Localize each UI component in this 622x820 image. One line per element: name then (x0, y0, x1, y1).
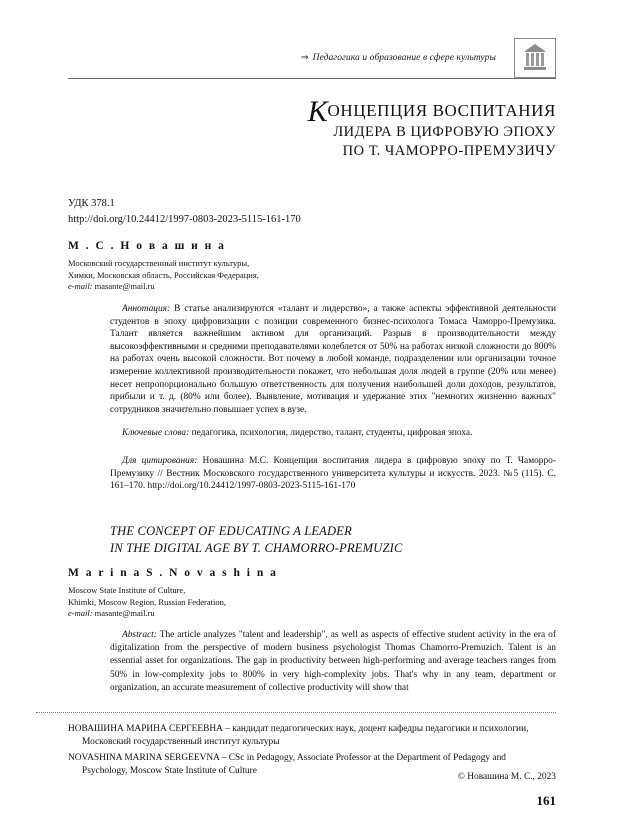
author-affiliation-en (68, 585, 226, 620)
doi-link[interactable]: http://doi.org/10.24412/1997-0803-2023-5115-161-170 (68, 214, 301, 225)
abstract-ru-text: В статье анализируются «талант и лидерство», а также аспекты эффективной деятельности студентов в эпоху цифровизации с позиции современного бизнес-психолога Томаса Чаморро-Премузика. Талант является важнейшим активом для организаций. Разрыв в производительности между высокоэффективными и средними преподавателями колеблется от 50% на работах низкой сложности до 800% на работах очень высокой сложности. Вот почему в любой команде, подразделении или организации точное измерение коллективной производительности покажет, что небольшая доля людей в группе (20% или менее) несет непропорционально большую ответственность для получения наибольшей доли доходов, результатов, прибыли и т. д. (80% или более). Выявление, мотивация и удержание этих "немногих жизненно важных" сотрудников значительно повышает успех в вузе. (110, 304, 556, 415)
citation-ru-label: Для цитирования: (122, 456, 198, 466)
title-line-1 (136, 95, 556, 128)
page-title-en (110, 523, 556, 557)
title-line-1-rest: ОНЦЕПЦИЯ ВОСПИТАНИЯ (327, 101, 556, 120)
email-en (68, 608, 226, 620)
author-name-ru: М . С . Н о в а ш и н а (68, 240, 226, 252)
abstract-ru-label: Аннотация: (122, 304, 171, 314)
author-name-en: M a r i n a S . N o v a s h i n a (68, 567, 278, 579)
journal-emblem-icon (514, 38, 556, 78)
keywords-ru (110, 427, 556, 440)
email-value-en[interactable]: masante@mail.ru (94, 608, 155, 618)
affiliation-ru-line-2: Химки, Московская область, Российская Федерация, (68, 269, 259, 280)
arrow-icon: ⇒ (300, 52, 309, 62)
footnote-ru: НОВАШИНА МАРИНА СЕРГЕЕВНА – кандидат педагогических наук, доцент кафедры педагогики и психологии, Московский государственный институт культуры (68, 724, 529, 748)
footnote-divider (36, 712, 556, 713)
abstract-en-text: The article analyzes "talent and leadership", as well as aspects of effective student activity in the era of digitalization from the perspective of modern business psychologist Thomas Chamorro-Premuzich. Talent is an essential asset for organizations. The gap in productivity between high-performing and average teachers ranges from 50% in low-complexity jobs to 800% in very high-complexity jobs. That's why in any team, department or organization, an accurate measurement of collective productivity will show that (110, 630, 556, 693)
citation-ru (110, 455, 556, 493)
email-ru (68, 281, 259, 293)
affiliation-en-line-1: Moscow State Institute of Culture, (68, 585, 186, 595)
running-head (301, 52, 496, 63)
title-line-2: ЛИДЕРА В ЦИФРОВУЮ ЭПОХУ (333, 124, 556, 140)
keywords-ru-label: Ключевые слова: (122, 428, 190, 438)
udk-code: УДК 378.1 (68, 198, 115, 209)
abstract-en-label: Abstract: (122, 630, 157, 640)
title-en-line-1: THE CONCEPT OF EDUCATING A LEADER (110, 524, 352, 538)
affiliation-en-line-2: Khimki, Moscow Region, Russian Federation, (68, 596, 226, 607)
affiliation-ru-line-1: Московский государственный институт культуры, (68, 258, 250, 268)
email-value-ru[interactable]: masante@mail.ru (94, 281, 155, 291)
abstract-ru (110, 303, 556, 416)
copyright-notice: © Новашина М. С., 2023 (457, 772, 556, 782)
title-dropcap: К (307, 95, 328, 128)
header-divider (68, 78, 556, 79)
author-affiliation-ru (68, 258, 259, 293)
keywords-ru-text: педагогика, психология, лидерство, талант, студенты, цифровая эпоха. (189, 428, 473, 438)
abstract-en (110, 629, 556, 695)
page-title (136, 95, 556, 161)
email-label-en: e-mail: (68, 608, 93, 618)
page-number: 161 (536, 793, 556, 808)
footnote-en: NOVASHINA MARINA SERGEEVNA – CSc in Pedagogy, Associate Professor at the Department of Pedagogy and Psychology, Moscow State Institute of Culture (68, 752, 506, 777)
email-label-ru: e-mail: (68, 281, 93, 291)
title-en-line-2: IN THE DIGITAL AGE BY T. CHAMORRO-PREMUZIC (110, 541, 403, 555)
page-header (68, 46, 556, 80)
title-line-3: ПО Т. ЧАМОРРО-ПРЕМУЗИЧУ (342, 143, 556, 159)
running-head-text: Педагогика и образование в сфере культуры (312, 53, 496, 63)
citation-ru-text: Новашина М.С. Концепция воспитания лидера в цифровую эпоху по Т. Чаморро-Премузику // Вестник Московского государственного университета культуры и искусств. 2023. №5 (115). С. 161–170. http://doi.org/10.24412/1997-0803-2023-5115-161-170 (110, 456, 556, 492)
